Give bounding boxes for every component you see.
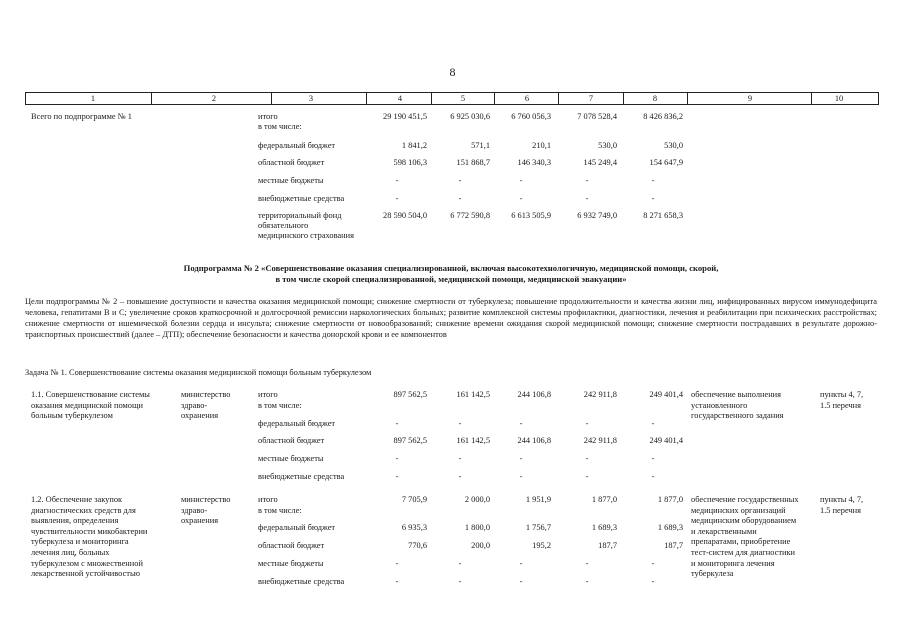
finance-value-7: 145 249,4 [583,158,617,167]
item-result-line: медицинских организаций [691,505,786,515]
finance-value-4: 770,6 [408,541,427,550]
finance-row-label: итого [258,495,278,504]
page-number: 8 [449,65,456,79]
finance-value-8: - [651,472,655,481]
finance-value-5: - [458,472,462,481]
header-divider [431,93,432,104]
finance-value-5: 161 142,5 [456,390,490,399]
finance-value-7: 242 911,8 [583,390,617,399]
item-name-line: туберкулезом с множественной [31,558,143,568]
finance-value-4: 28 590 504,0 [383,211,427,220]
finance-row-label: федеральный бюджет [258,419,336,428]
finance-value-5: - [458,194,462,203]
finance-value-8: - [651,559,655,568]
finance-value-4: 897 562,5 [393,436,427,445]
item-result-line: медицинским оборудованием [691,516,797,526]
finance-value-8: 1 689,3 [657,523,683,532]
finance-value-4: - [395,577,399,586]
finance-row-label: внебюджетные средства [258,577,345,586]
finance-value-4: 897 562,5 [393,390,427,399]
finance-row-label: в том числе: [258,401,302,410]
finance-value-6: - [519,472,523,481]
finance-value-4: 29 190 451,5 [383,112,427,121]
finance-value-8: 249 401,4 [649,390,683,399]
finance-value-6: 6 760 056,3 [511,112,551,121]
finance-value-6: 1 951,9 [525,495,551,504]
finance-row-label-cont: обязательного [258,221,309,230]
finance-value-4: - [395,194,399,203]
header-col-5: 5 [460,94,466,103]
header-divider [271,93,272,104]
header-divider [151,93,152,104]
finance-value-7: 530,0 [598,141,617,150]
finance-row-label: местные бюджеты [258,454,324,463]
finance-value-7: - [585,176,589,185]
finance-row-label: федеральный бюджет [258,523,336,532]
item-result-line: обеспечение государственных [691,495,799,504]
table-header-row [25,92,879,105]
item-executor-line: министерство [181,495,231,504]
finance-value-8: 8 426 836,2 [643,112,683,121]
finance-value-5: 151 868,7 [456,158,490,167]
finance-row-label-cont: медицинского страхования [258,231,354,240]
finance-value-4: - [395,419,399,428]
finance-value-7: 187,7 [598,541,617,550]
item-executor-line: здраво- [181,400,208,410]
header-col-4: 4 [397,94,403,103]
finance-value-4: 1 841,2 [401,141,427,150]
finance-value-8: - [651,454,655,463]
finance-value-7: - [585,577,589,586]
finance-value-5: - [458,176,462,185]
item-result-line: препаратами, приобретение [691,537,791,547]
finance-row-label: областной бюджет [258,541,325,550]
header-divider [623,93,624,104]
finance-value-8: - [651,194,655,203]
finance-value-6: 1 756,7 [525,523,551,532]
finance-value-6: 146 340,3 [517,158,551,167]
finance-value-8: 8 271 658,3 [643,211,683,220]
item-name-line: оказания медицинской помощи [31,400,143,410]
item-points-line: 1.5 перечня [820,400,862,410]
finance-value-5: 2 000,0 [464,495,490,504]
item-executor-line: министерство [181,390,231,399]
header-col-9: 9 [747,94,753,103]
item-points-line: пункты 4, 7, [820,495,864,504]
finance-row-label: областной бюджет [258,158,325,167]
item-name-line: туберкулеза и мониторинга [31,537,129,547]
finance-row-label: итого [258,112,278,121]
finance-value-6: 244 106,8 [517,436,551,445]
item-name-line: лечения лиц, больных [31,548,110,557]
finance-value-6: 6 613 505,9 [511,211,551,220]
subprogram-2-goals: Цели подпрограммы № 2 – повышение доступности и качества оказания медицинской помощи; снижение смертности от туберкулеза; повышение продолжительности и качества жизни лиц, инфицированных вирусом иммунодефицита человека, гепатитами В и С; увеличение сроков краткосрочной и долгосрочной ремиссии наркологических больных; развитие комплексной системы профилактики, диагностики, лечения и реабилитации при психических расстройствах; снижение смертности от ишемической болезни сердца и инсульта; снижение смертности от новообразований; снижение времени ожидания скорой медицинской помощи; снижение смертности пострадавших в результате дорожно-транспортных происшествий (далее – ДТП); обеспечение безопасности и качества донорской крови и ее компонентов [25,297,877,339]
header-divider [687,93,688,104]
finance-row-label: внебюджетные средства [258,194,345,203]
item-executor-line: здраво- [181,505,208,515]
finance-value-7: - [585,419,589,428]
item-points-line: пункты 4, 7, [820,390,864,399]
finance-value-6: - [519,194,523,203]
finance-value-7: 1 877,0 [591,495,617,504]
finance-value-6: - [519,559,523,568]
item-name-line: лекарственной устойчивостью [31,569,141,579]
finance-value-6: - [519,454,523,463]
finance-value-8: 530,0 [664,141,683,150]
finance-value-5: 571,1 [471,141,490,150]
item-name-line: 1.2. Обеспечение закупок [31,495,123,504]
header-divider [558,93,559,104]
item-name-line: 1.1. Совершенствование системы [31,390,150,399]
item-result-line: государственного задания [691,411,784,421]
item-result-line: и мониторинга лечения [691,558,775,568]
item-result-line: и лекарственными [691,526,757,536]
finance-value-4: 598 106,3 [393,158,427,167]
finance-value-8: - [651,176,655,185]
item-result-line: туберкулеза [691,569,734,579]
finance-value-7: - [585,454,589,463]
finance-row-label: итого [258,390,278,399]
total-name: Всего по подпрограмме № 1 [31,112,132,121]
header-divider [366,93,367,104]
finance-row-label: внебюджетные средства [258,472,345,481]
item-name-line: больным туберкулезом [31,411,113,421]
finance-row-label: областной бюджет [258,436,325,445]
finance-value-7: 1 689,3 [591,523,617,532]
finance-value-5: - [458,454,462,463]
item-executor-line: охранения [181,411,219,421]
header-col-7: 7 [588,94,594,103]
finance-value-5: 6 925 030,6 [450,112,490,121]
header-divider [811,93,812,104]
finance-value-4: - [395,559,399,568]
finance-value-4: - [395,454,399,463]
finance-value-4: - [395,176,399,185]
finance-value-8: - [651,419,655,428]
finance-value-5: - [458,419,462,428]
finance-value-6: - [519,577,523,586]
finance-value-7: - [585,559,589,568]
finance-value-8: 154 647,9 [649,158,683,167]
finance-value-5: - [458,577,462,586]
header-col-1: 1 [90,94,96,103]
header-col-6: 6 [524,94,530,103]
item-result-line: обеспечение выполнения [691,390,782,399]
finance-value-4: 6 935,3 [401,523,427,532]
header-col-8: 8 [652,94,658,103]
finance-value-8: 249 401,4 [649,436,683,445]
subprogram-2-title-line-2: в том числе скорой специализированной, медицинской помощи, медицинской эвакуации» [275,274,627,284]
finance-value-6: 195,2 [532,541,551,550]
finance-value-6: 210,1 [532,141,551,150]
finance-row-label: в том числе: [258,122,302,131]
finance-value-6: 244 106,8 [517,390,551,399]
finance-row-label: местные бюджеты [258,176,324,185]
item-executor-line: охранения [181,516,219,526]
header-col-10: 10 [834,94,844,103]
finance-value-5: 200,0 [471,541,490,550]
task-1-title: Задача № 1. Совершенствование системы оказания медицинской помощи больным туберкулезом [25,368,372,377]
finance-value-8: 187,7 [664,541,683,550]
finance-value-7: 242 911,8 [583,436,617,445]
header-divider [494,93,495,104]
subprogram-2-title-line-1: Подпрограмма № 2 «Совершенствование оказания специализированной, включая высокотехнологичную, медицинской помощи, скорой, [183,263,719,273]
header-col-3: 3 [308,94,314,103]
finance-value-7: 7 078 528,4 [577,112,617,121]
finance-value-7: 6 932 749,0 [577,211,617,220]
item-result-line: установленного [691,400,748,410]
item-name-line: диагностических средств для [31,505,136,515]
finance-row-label: в том числе: [258,506,302,515]
finance-value-6: - [519,176,523,185]
finance-value-8: - [651,577,655,586]
finance-value-7: - [585,194,589,203]
finance-row-label: местные бюджеты [258,559,324,568]
item-points-line: 1.5 перечня [820,505,862,515]
finance-value-5: 6 772 590,8 [450,211,490,220]
finance-value-7: - [585,472,589,481]
finance-value-5: 161 142,5 [456,436,490,445]
finance-value-4: 7 705,9 [401,495,427,504]
finance-value-5: - [458,559,462,568]
item-name-line: выявления, определения [31,516,119,526]
finance-row-label: федеральный бюджет [258,141,336,150]
finance-row-label: территориальный фонд [258,211,342,220]
finance-value-6: - [519,419,523,428]
finance-value-4: - [395,472,399,481]
header-col-2: 2 [211,94,217,103]
item-name-line: чувствительности микобактерии [31,526,148,536]
item-result-line: тест-систем для диагностики [691,548,796,557]
finance-value-8: 1 877,0 [657,495,683,504]
finance-value-5: 1 800,0 [464,523,490,532]
